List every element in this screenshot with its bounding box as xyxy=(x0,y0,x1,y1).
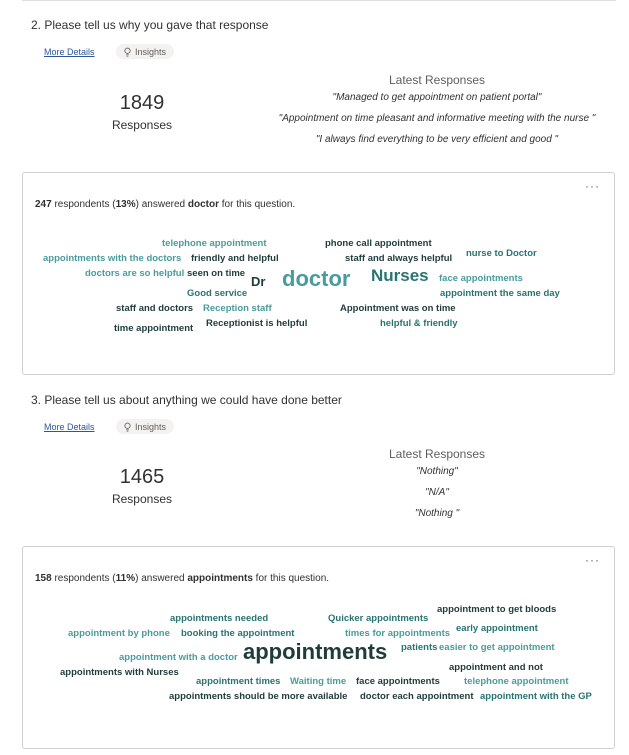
word-cloud-term[interactable]: Receptionist is helpful xyxy=(206,318,308,329)
latest-response: "Managed to get appointment on patient portal" xyxy=(332,92,542,103)
question-title: 3. Please tell us about anything we could have done better xyxy=(31,393,342,407)
word-cloud-term[interactable]: appointment times xyxy=(196,676,281,687)
latest-response: "Nothing" xyxy=(416,466,458,477)
word-cloud-term[interactable]: appointments needed xyxy=(170,613,269,624)
response-count: 1465 xyxy=(119,466,165,488)
word-cloud-term[interactable]: Good service xyxy=(187,288,248,299)
summary-text: ) answered xyxy=(135,199,188,210)
word-cloud-term[interactable]: seen on time xyxy=(187,268,246,279)
insights-button[interactable] xyxy=(116,419,174,434)
word-cloud-card xyxy=(22,546,615,749)
respondent-percent: 13% xyxy=(115,199,136,210)
word-cloud-term[interactable]: nurse to Doctor xyxy=(466,248,537,259)
latest-response: "N/A" xyxy=(425,487,449,498)
word-cloud-term[interactable]: appointment and not xyxy=(449,662,543,673)
question-title: 2. Please tell us why you gave that response xyxy=(31,18,269,32)
latest-responses-title: Latest Responses xyxy=(388,73,486,87)
top-divider xyxy=(22,0,616,1)
word-cloud-term[interactable]: appointment with a doctor xyxy=(119,652,238,663)
summary-text: for this question. xyxy=(219,199,296,210)
insights-label: Insights xyxy=(135,421,167,432)
word-cloud-term[interactable]: friendly and helpful xyxy=(191,253,279,264)
word-cloud-term[interactable]: patients xyxy=(401,642,438,653)
word-cloud-term[interactable]: face appointments xyxy=(439,273,523,284)
word-cloud-term[interactable]: easier to get appointment xyxy=(439,642,555,653)
word-cloud-term[interactable]: Reception staff xyxy=(203,303,272,314)
word-cloud-term[interactable]: appointments with Nurses xyxy=(60,667,179,678)
more-options-button[interactable]: ··· xyxy=(585,553,600,567)
word-cloud-term[interactable]: phone call appointment xyxy=(325,238,432,249)
word-cloud-term[interactable]: Dr xyxy=(251,274,266,289)
word-cloud-term[interactable]: appointment with the GP xyxy=(480,691,592,702)
word-cloud-term[interactable]: Appointment was on time xyxy=(340,303,456,314)
latest-response: "Appointment on time pleasant and informative meeting with the nurse " xyxy=(278,113,596,124)
word-cloud-term[interactable]: times for appointments xyxy=(345,628,451,639)
word-cloud-term[interactable]: appointment the same day xyxy=(440,288,560,299)
word-cloud-term[interactable]: appointment to get bloods xyxy=(437,604,557,615)
selected-keyword: doctor xyxy=(187,199,219,210)
word-cloud-term[interactable]: doctors are so helpful xyxy=(85,268,185,279)
word-cloud-term[interactable]: telephone appointment xyxy=(162,238,267,249)
keyword-summary xyxy=(35,573,329,584)
insights-label: Insights xyxy=(135,46,167,57)
response-count-label: Responses xyxy=(111,492,173,506)
word-cloud-term[interactable]: Nurses xyxy=(371,266,429,285)
word-cloud-card xyxy=(22,172,615,375)
summary-text: for this question. xyxy=(252,573,330,584)
more-options-button[interactable]: ··· xyxy=(585,179,600,193)
word-cloud-term[interactable]: doctor each appointment xyxy=(360,691,474,702)
word-cloud-term[interactable]: staff and always helpful xyxy=(345,253,453,264)
lightbulb-icon xyxy=(123,47,132,57)
word-cloud-term[interactable]: doctor xyxy=(282,266,351,291)
respondent-count: 158 xyxy=(35,573,52,584)
word-cloud-term[interactable]: Quicker appointments xyxy=(328,613,429,624)
summary-text: ) answered xyxy=(135,573,188,584)
summary-text: respondents ( xyxy=(51,199,116,210)
word-cloud-term[interactable]: staff and doctors xyxy=(116,303,194,314)
more-details-link[interactable]: More Details xyxy=(44,47,95,57)
latest-response: "I always find everything to be very efficient and good " xyxy=(315,134,559,145)
summary-text: respondents ( xyxy=(51,573,116,584)
response-count-label: Responses xyxy=(111,118,173,132)
word-cloud-term[interactable]: telephone appointment xyxy=(464,676,569,687)
more-details-link[interactable]: More Details xyxy=(44,422,95,432)
response-count: 1849 xyxy=(119,92,165,114)
latest-response: "Nothing " xyxy=(414,508,460,519)
word-cloud-term[interactable]: time appointment xyxy=(114,323,194,334)
insights-button[interactable] xyxy=(116,44,174,59)
word-cloud-term[interactable]: appointment by phone xyxy=(68,628,170,639)
lightbulb-icon xyxy=(123,422,132,432)
keyword-summary xyxy=(35,199,295,210)
word-cloud-term[interactable]: face appointments xyxy=(356,676,440,687)
respondent-count: 247 xyxy=(35,199,52,210)
latest-responses-title: Latest Responses xyxy=(388,447,486,461)
word-cloud-term[interactable]: helpful & friendly xyxy=(380,318,458,329)
selected-keyword: appointments xyxy=(187,573,253,584)
word-cloud-term[interactable]: Waiting time xyxy=(290,676,347,687)
word-cloud-term[interactable]: appointments with the doctors xyxy=(43,253,182,264)
respondent-percent: 11% xyxy=(115,573,136,584)
word-cloud-term[interactable]: appointments should be more available xyxy=(169,691,348,702)
word-cloud-term[interactable]: booking the appointment xyxy=(181,628,295,639)
word-cloud-term[interactable]: appointments xyxy=(243,639,388,664)
word-cloud-term[interactable]: early appointment xyxy=(456,623,538,634)
